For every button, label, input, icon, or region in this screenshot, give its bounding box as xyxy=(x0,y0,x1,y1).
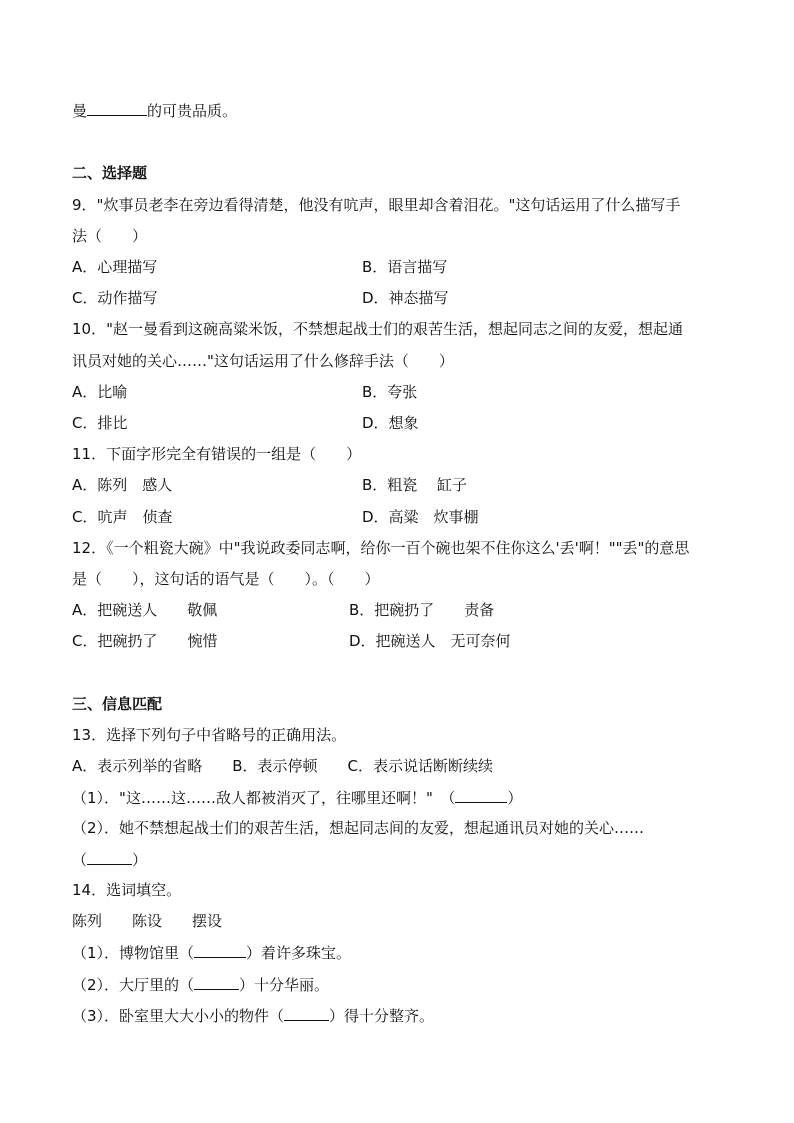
q14-sub1 xyxy=(72,942,351,963)
q12-option-d[interactable]: D．把碗送人 无可奈何 xyxy=(349,632,511,650)
q9-option-a[interactable]: A．心理描写 xyxy=(72,258,158,276)
q10-stem-line2: 讯员对她的关心……"这句话运用了什么修辞手法（ ） xyxy=(72,352,454,370)
intro-text-start: 曼 xyxy=(72,102,88,120)
q9-option-c[interactable]: C．动作描写 xyxy=(72,289,158,307)
q13-sub1-close: ） xyxy=(507,789,523,807)
q11-option-c[interactable]: C．吭声 侦查 xyxy=(72,508,173,526)
q11-option-d[interactable]: D．高粱 炊事棚 xyxy=(362,508,479,526)
q12-stem-line2: 是（ ），这句话的语气是（ ）。（ ） xyxy=(72,570,380,588)
q14-word-bank: 陈列 陈设 摆设 xyxy=(72,912,223,930)
q12-option-b[interactable]: B．把碗扔了 责备 xyxy=(349,601,495,619)
q13-options: A．表示列举的省略 B．表示停顿 C．表示说话断断续续 xyxy=(72,757,494,775)
q14-sub1-end: ）着许多珠宝。 xyxy=(246,944,352,962)
q14-sub2 xyxy=(72,974,329,995)
q10-option-d[interactable]: D．想象 xyxy=(362,414,419,432)
q13-sub2-answer xyxy=(72,849,147,870)
q10-option-a[interactable]: A．比喻 xyxy=(72,383,128,401)
q13-stem: 13．选择下列句子中省略号的正确用法。 xyxy=(72,726,347,744)
intro-text-end: 的可贵品质。 xyxy=(147,102,238,120)
section-title-choice: 二、选择题 xyxy=(72,164,148,182)
q9-option-b[interactable]: B．语言描写 xyxy=(362,258,448,276)
q14-stem: 14．选词填空。 xyxy=(72,881,182,899)
answer-blank[interactable] xyxy=(284,1005,329,1021)
q9-stem-line1: 9．"炊事员老李在旁边看得清楚，他没有吭声，眼里却含着泪花。"这句话运用了什么描写手 xyxy=(72,196,681,214)
q9-stem-line2: 法（ ） xyxy=(72,227,148,245)
answer-blank[interactable] xyxy=(455,787,507,803)
q14-sub2-end: ）十分华丽。 xyxy=(239,976,330,994)
q12-option-a[interactable]: A．把碗送人 敬佩 xyxy=(72,601,218,619)
q9-option-d[interactable]: D．神态描写 xyxy=(362,289,449,307)
q13-sub1-text: （1）．"这……这……敌人都被消灭了，往哪里还啊！" （ xyxy=(72,789,456,807)
q14-sub3-end: ）得十分整齐。 xyxy=(329,1007,435,1025)
answer-blank[interactable] xyxy=(194,974,239,990)
section-title-matching: 三、信息匹配 xyxy=(72,695,163,713)
q10-stem-line1: 10．"赵一曼看到这碗高粱米饭，不禁想起战士们的艰苦生活，想起同志之间的友爱，想起通 xyxy=(72,320,683,338)
q14-sub1-start: （1）．博物馆里（ xyxy=(72,944,195,962)
q11-stem: 11．下面字形完全有错误的一组是（ ） xyxy=(72,445,362,463)
q13-sub2: （2）．她不禁想起战士们的艰苦生活，想起同志间的友爱，想起通讯员对她的关心…… xyxy=(72,819,645,837)
q13-sub2-close: ） xyxy=(132,851,148,869)
q12-option-c[interactable]: C．把碗扔了 惋惜 xyxy=(72,632,218,650)
intro-line xyxy=(72,100,237,121)
q11-option-b[interactable]: B．粗瓷 缸子 xyxy=(362,476,468,494)
answer-blank[interactable] xyxy=(87,100,147,116)
q11-option-a[interactable]: A．陈列 感人 xyxy=(72,476,173,494)
answer-blank[interactable] xyxy=(87,849,132,865)
q10-option-b[interactable]: B．夸张 xyxy=(362,383,418,401)
q14-sub3-start: （3）．卧室里大大小小的物件（ xyxy=(72,1007,285,1025)
q14-sub3 xyxy=(72,1005,434,1026)
answer-blank[interactable] xyxy=(194,942,246,958)
q13-sub1 xyxy=(72,787,522,808)
q14-sub2-start: （2）．大厅里的（ xyxy=(72,976,195,994)
q13-sub2-open: （ xyxy=(72,851,88,869)
q10-option-c[interactable]: C．排比 xyxy=(72,414,128,432)
q12-stem-line1: 12．《一个粗瓷大碗》中"我说政委同志啊，给你一百个碗也架不住你这么'丢'啊！""丢"的意思 xyxy=(72,539,690,557)
